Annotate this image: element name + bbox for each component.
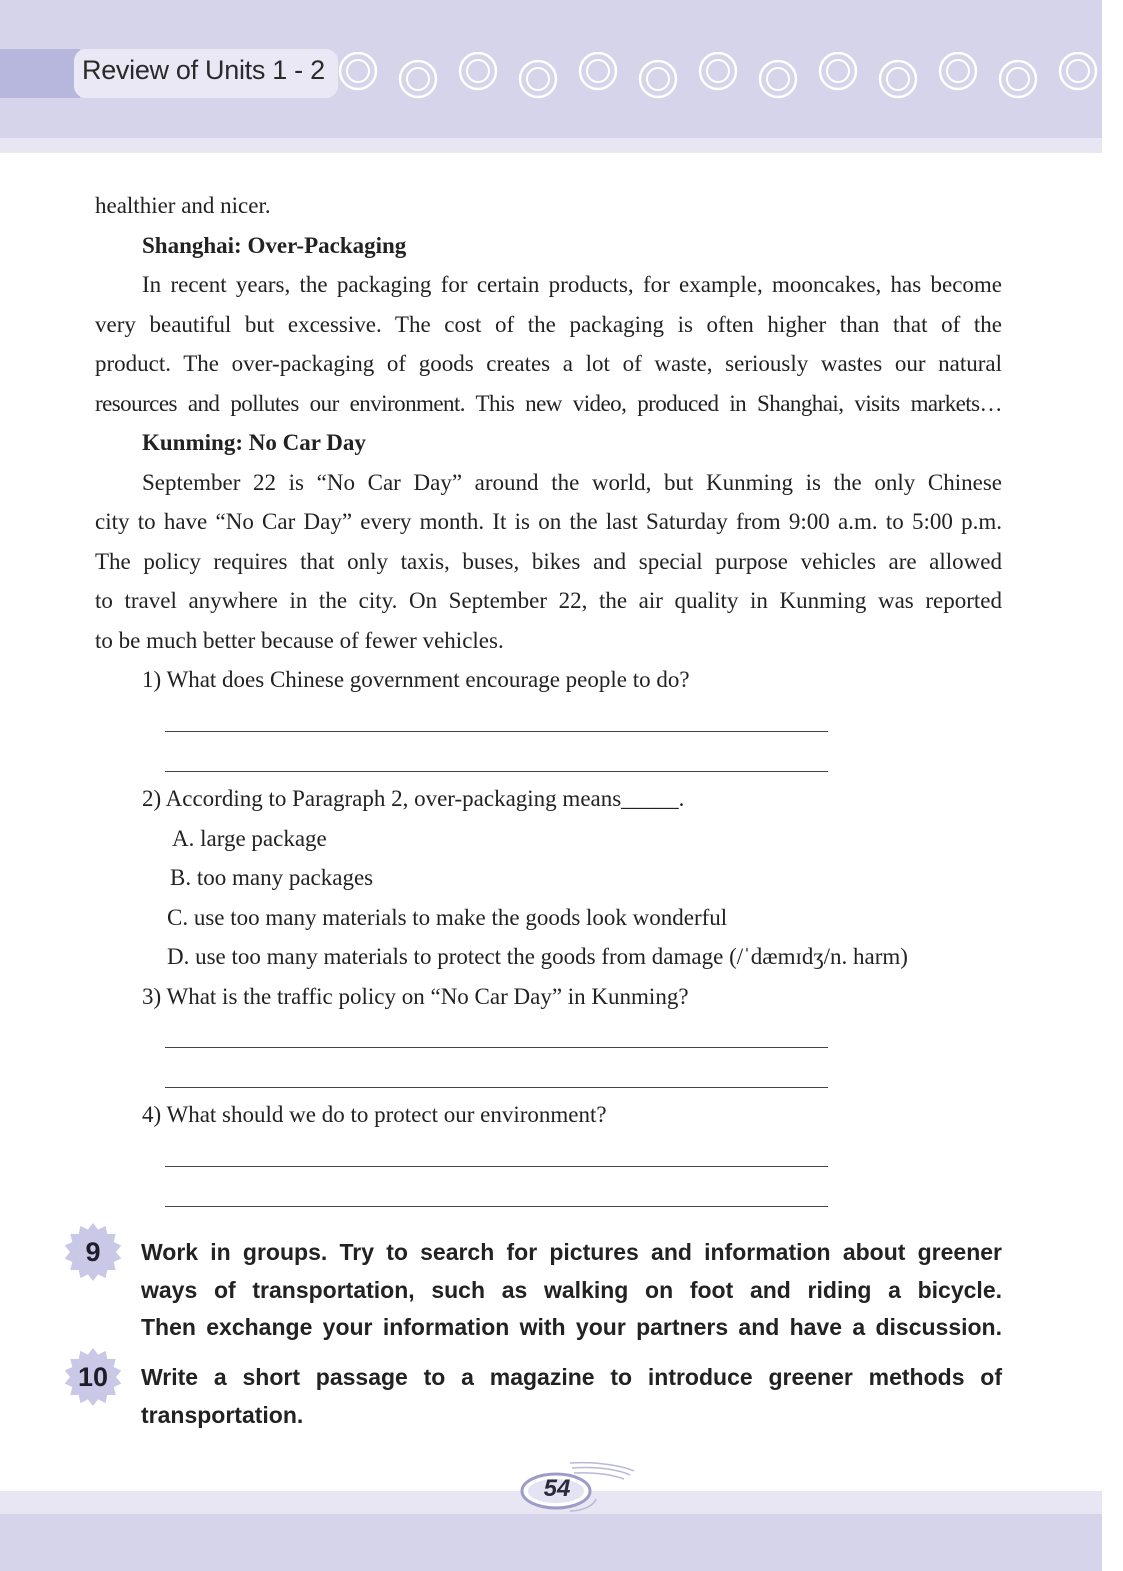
question-3: 3) What is the traffic policy on “No Car Day” in Kunming?: [142, 984, 689, 1009]
page-number: 54: [543, 1475, 571, 1502]
ring-decoration: [760, 61, 796, 97]
ring-decoration: [527, 68, 549, 90]
task-line: ways of transportation, such as walking on foot and riding a bicycle.: [141, 1277, 1002, 1303]
ring-decoration: [820, 53, 856, 89]
ring-decoration: [1007, 68, 1029, 90]
paragraph-line: The policy requires that only taxis, buses, bikes and special purpose vehicles are allowed: [95, 549, 1002, 574]
paragraph-line: to travel anywhere in the city. On September 22, the air quality in Kunming was reported: [95, 588, 1002, 613]
ring-decoration: [1000, 61, 1036, 97]
ring-decoration: [400, 61, 436, 97]
question-4: 4) What should we do to protect our environment?: [142, 1102, 607, 1127]
ring-decoration: [947, 60, 969, 82]
option-a: A. large package: [172, 826, 327, 851]
ring-decoration: [467, 60, 489, 82]
paragraph-line: city to have “No Car Day” every month. It is on the last Saturday from 9:00 a.m. to 5:00 p.m.: [95, 509, 1002, 534]
paragraph-line: very beautiful but excessive. The cost of the packaging is often higher than that of the: [95, 312, 1002, 337]
ring-decoration: [460, 53, 496, 89]
option-b: B. too many packages: [170, 865, 374, 890]
footer-band: [0, 1514, 1102, 1571]
ring-decoration: [520, 61, 556, 97]
section-heading-shanghai: Shanghai: Over-Packaging: [142, 233, 407, 258]
option-c: C. use too many materials to make the goods look wonderful: [167, 905, 728, 930]
task-number: 10: [77, 1362, 109, 1392]
ring-decoration: [407, 68, 429, 90]
answer-line[interactable]: [165, 771, 828, 772]
page-header-title: Review of Units 1 - 2: [82, 55, 325, 85]
answer-line[interactable]: [165, 1087, 828, 1088]
ring-decoration: [880, 61, 916, 97]
ring-decoration: [580, 53, 616, 89]
header-tab: [0, 49, 80, 98]
ring-decoration: [887, 68, 909, 90]
header-stripe: [0, 138, 1102, 153]
question-1: 1) What does Chinese government encourage people to do?: [142, 667, 690, 692]
section-heading-kunming: Kunming: No Car Day: [142, 430, 366, 455]
task-line: transportation.: [141, 1402, 304, 1428]
answer-line[interactable]: [165, 1166, 828, 1167]
task-line: Then exchange your information with your partners and have a discussion.: [141, 1314, 1002, 1340]
ring-decoration: [340, 53, 376, 89]
ring-decoration: [587, 60, 609, 82]
ring-decoration: [1060, 53, 1096, 89]
paragraph-line: product. The over-packaging of goods creates a lot of waste, seriously wastes our natural: [95, 351, 1002, 376]
answer-line[interactable]: [165, 1206, 828, 1207]
ring-decoration: [647, 68, 669, 90]
question-2: 2) According to Paragraph 2, over-packaging means_____.: [142, 786, 685, 811]
ring-decoration: [707, 60, 729, 82]
decorative-rings: [336, 52, 1102, 104]
paragraph-line: In recent years, the packaging for certain products, for example, mooncakes, has become: [142, 272, 1002, 297]
task-line: Write a short passage to a magazine to introduce greener methods of: [141, 1364, 1002, 1390]
ring-decoration: [767, 68, 789, 90]
ring-decoration: [347, 60, 369, 82]
task-number: 9: [85, 1237, 101, 1267]
task-line: Work in groups. Try to search for pictures and information about greener: [141, 1239, 1002, 1265]
ring-decoration: [640, 61, 676, 97]
answer-line[interactable]: [165, 1047, 828, 1048]
paragraph-line: September 22 is “No Car Day” around the world, but Kunming is the only Chinese: [142, 470, 1002, 495]
answer-line[interactable]: [165, 731, 828, 732]
ring-decoration: [940, 53, 976, 89]
ring-decoration: [1067, 60, 1089, 82]
paragraph-line: to be much better because of fewer vehicles.: [95, 628, 504, 653]
ring-decoration: [700, 53, 736, 89]
intro-tail: healthier and nicer.: [95, 193, 271, 218]
paragraph-line: resources and pollutes our environment. This new video, produced in Shanghai, visits markets…: [95, 391, 1002, 416]
option-d: D. use too many materials to protect the goods from damage (/ˈdæmɪdʒ/n. harm): [167, 944, 908, 969]
ring-decoration: [827, 60, 849, 82]
